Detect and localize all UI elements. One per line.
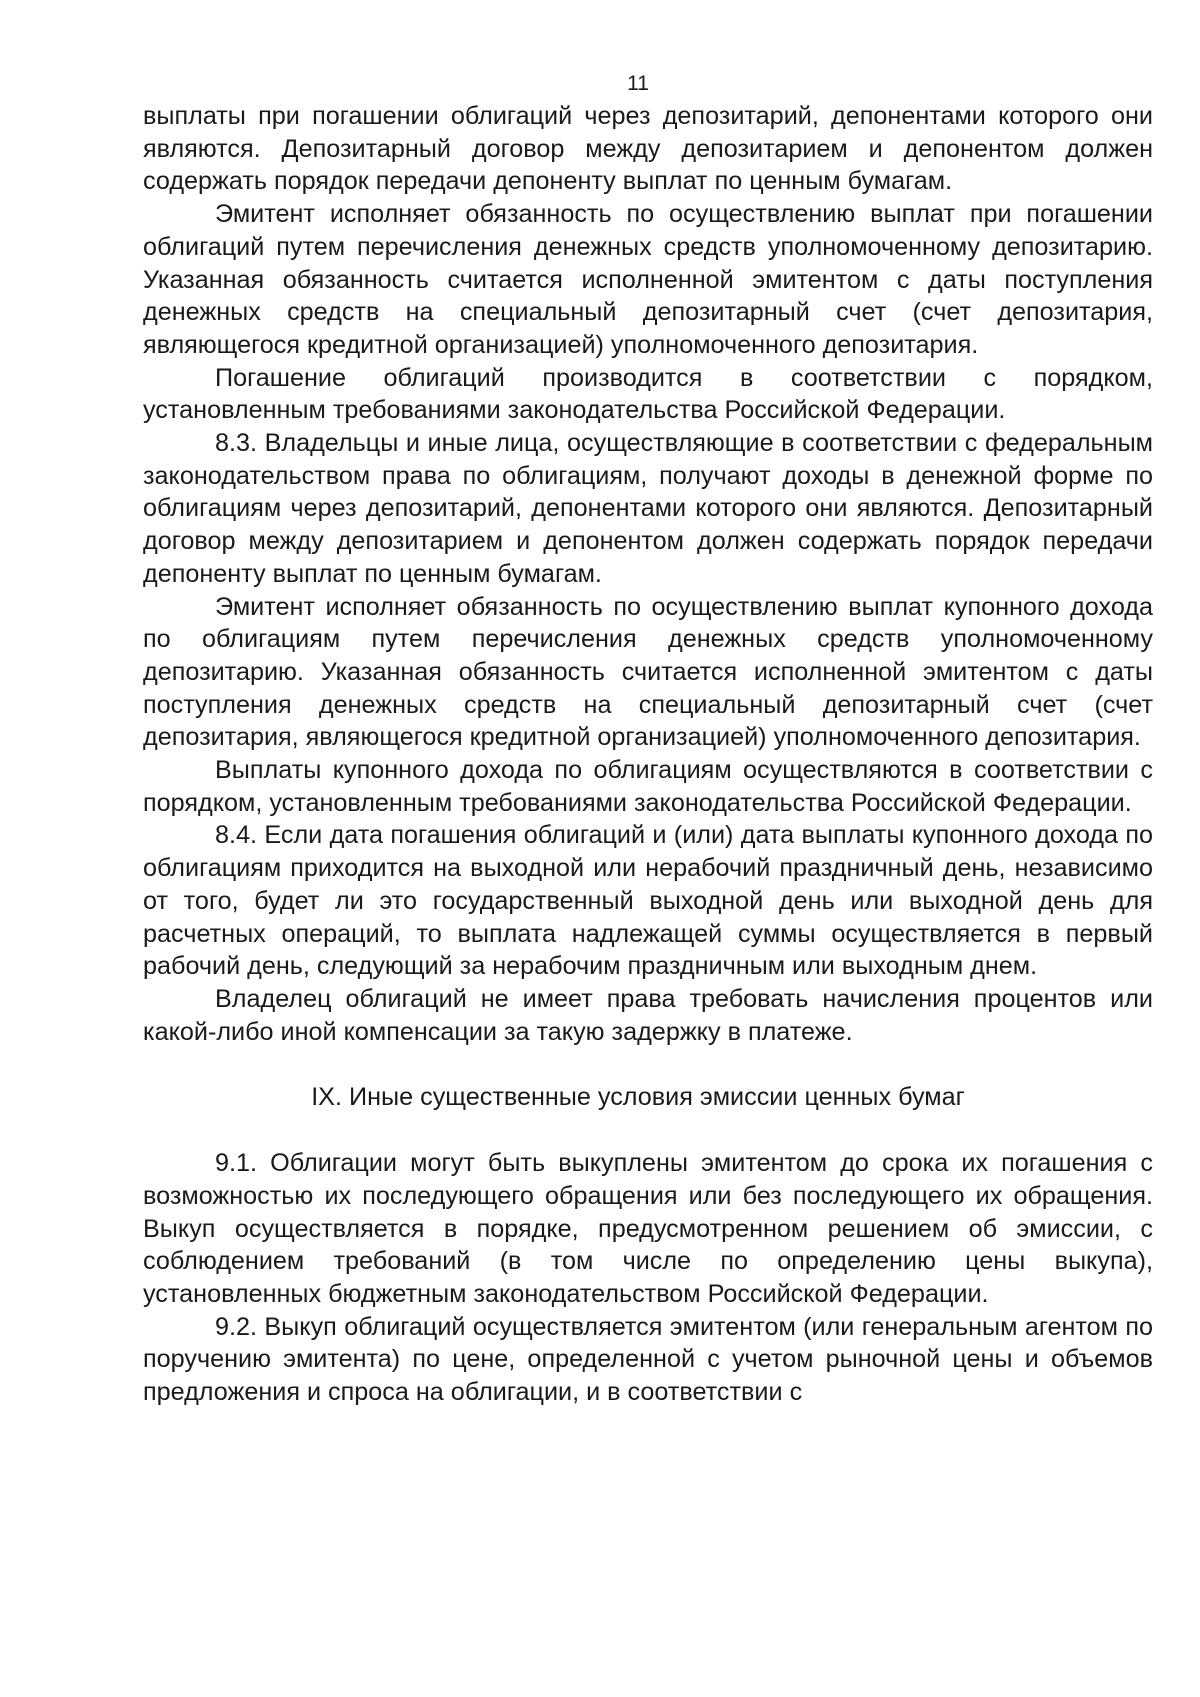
paragraph: Выплаты купонного дохода по облигациям осуществляются в соответствии с порядком, установленным требованиями законодательства Российской Федерации. — [143, 756, 1153, 817]
paragraph: 8.3. Владельцы и иные лица, осуществляющие в соответствии с федеральным законодательством права по облигациям, получают доходы в денежной форме по облигациям через депозитарий, депонентами которого они являются. Депозитарный договор между депозитарием и депонентом должен содержать порядок передачи депоненту выплат по ценным бумагам. — [143, 429, 1153, 588]
paragraph: выплаты при погашении облигаций через депозитарий, депонентами которого они являются. Депозитарный договор между депозитарием и депонентом должен содержать порядок передачи депоненту выплат по ценным бумагам. — [143, 102, 1153, 196]
paragraph: 9.2. Выкуп облигаций осуществляется эмитентом (или генеральным агентом по поручению эмитента) по цене, определенной с учетом рыночной цены и объемов предложения и спроса на облигации, и в соответствии с — [143, 1312, 1153, 1407]
paragraph: Эмитент исполняет обязанность по осуществлению выплат купонного дохода по облигациям путем перечисления денежных средств уполномоченному депозитарию. Указанная обязанность считается исполненной эмитентом с даты поступления денежных средств на специальный депозитарный счет (счет депозитария, являющегося кредитной организацией) уполномоченного депозитария. — [143, 592, 1153, 752]
paragraph: Эмитент исполняет обязанность по осуществлению выплат при погашении облигаций путем перечисления денежных средств уполномоченному депозитарию. Указанная обязанность считается исполненной эмитентом с даты поступления денежных средств на специальный депозитарный счет (счет депозитария, являющегося кредитной организацией) уполномоченного депозитария. — [143, 200, 1153, 359]
paragraph: 8.4. Если дата погашения облигаций и (или) дата выплаты купонного дохода по облигациям приходится на выходной или нерабочий праздничный день, независимо от того, будет ли это государственный выходной день или выходной день для расчетных операций, то выплата надлежащей суммы осуществляется в первый рабочий день, следующий за нерабочим праздничным или выходным днем. — [143, 821, 1153, 981]
paragraph: Погашение облигаций производится в соответствии с порядком, установленным требованиями законодательства Российской Федерации. — [143, 363, 1153, 425]
document-page — [143, 68, 1153, 1409]
page-number: 11 — [627, 72, 649, 95]
paragraph: 9.1. Облигации могут быть выкуплены эмитентом до срока их погашения с возможностью их последующего обращения или без последующего их обращения. Выкуп осуществляется в порядке, предусмотренном решением об эмиссии, с соблюдением требований (в том числе по определению цены выкупа), установленных бюджетным законодательством Российской Федерации. — [143, 1149, 1153, 1308]
paragraph: Владелец облигаций не имеет права требовать начисления процентов или какой-либо иной компенсации за такую задержку в платеже. — [143, 984, 1153, 1046]
section-heading: IX. Иные существенные условия эмиссии ценных бумаг — [311, 1083, 965, 1112]
